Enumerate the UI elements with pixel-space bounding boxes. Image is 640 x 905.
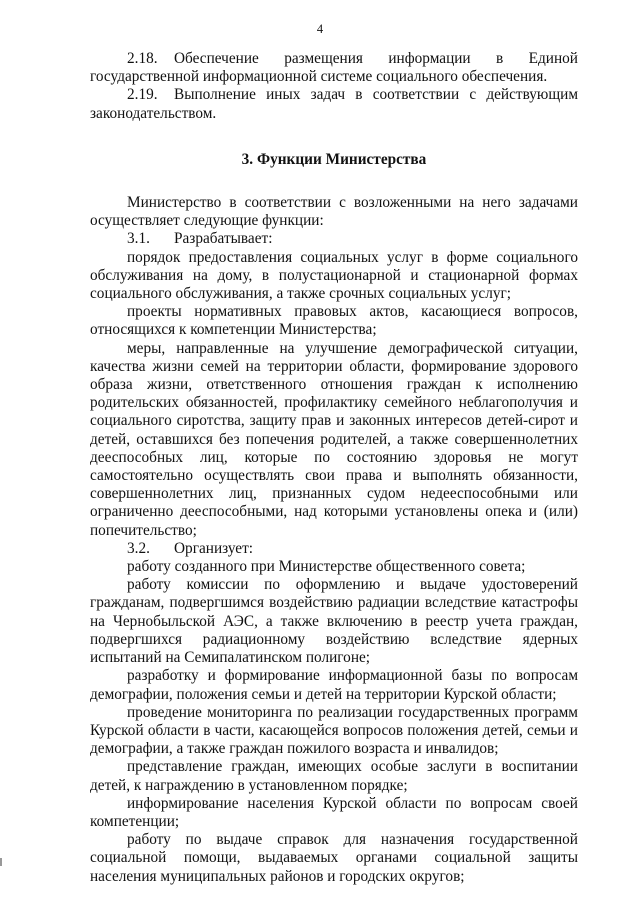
clause-number: 2.19.: [127, 86, 158, 104]
clause-text: Организует:: [174, 539, 254, 557]
clause-number: 3.1.: [127, 230, 150, 248]
list-item: проекты нормативных правовых актов, касающиеся вопросов, относящихся к компетенции Министерства;: [90, 303, 578, 339]
list-item: проведение мониторинга по реализации государственных программ Курской области в части, касающейся вопросов положения детей, семьи и демографии, а также граждан пожилого возраста и инвалидов;: [90, 703, 578, 758]
clause-number: 3.2.: [127, 539, 150, 557]
list-item: представление граждан, имеющих особые заслуги в воспитании детей, к награждению в установленном порядке;: [90, 758, 578, 794]
clause-text: Разрабатывает:: [174, 230, 273, 248]
clause-2-19: [90, 86, 578, 122]
list-item: порядок предоставления социальных услуг в форме социального обслуживания на дому, в полустационарной и стационарной формах социального обслуживания, а также срочных социальных услуг;: [90, 248, 578, 303]
intro-paragraph: Министерство в соответствии с возложенными на него задачами осуществляет следующие функции:: [90, 194, 578, 230]
clause-3-2: [90, 540, 578, 558]
clause-2-18: [90, 50, 578, 86]
clause-3-1: [90, 230, 578, 248]
clause-number: 2.18.: [127, 50, 158, 67]
list-item: работу по выдаче справок для назначения государственной социальной помощи, выдаваемых органами социальной защиты населения муниципальных районов и городских округов;: [90, 831, 578, 885]
page-number: 4: [316, 22, 324, 36]
document-body: [90, 50, 578, 886]
clause-text: Обеспечение размещения информации в Единой государственной информационной системе социального обеспечения.: [90, 50, 578, 86]
list-item: меры, направленные на улучшение демографической ситуации, качества жизни семей на территории области, формирование здорового образа жизни, ответственного отношения граждан к исполнению родительских обязанностей, профилактику семейного неблагополучия и социального сиротства, защиту прав и законных интересов детей-сирот и детей, оставшихся без попечения родителей, а также совершеннолетних дееспособных лиц, которые по состоянию здоровья не могут самостоятельно осуществлять свои права и выполнять обязанности, совершеннолетних лиц, признанных судом недееспособными или ограниченно дееспособными, над которыми установлены опека и (или) попечительство;: [90, 339, 578, 539]
list-item: работу комиссии по оформлению и выдаче удостоверений гражданам, подвергшимся воздействию радиации вследствие катастрофы на Чернобыльской АЭС, а также включению в реестр учета граждан, подвергшихся радиационному воздействию вследствие ядерных испытаний на Семипалатинском полигоне;: [90, 576, 578, 667]
clause-text: Выполнение иных задач в соответствии с действующим законодательством.: [90, 86, 578, 122]
list-item: разработку и формирование информационной базы по вопросам демографии, положения семьи и детей на территории Курской области;: [90, 667, 578, 703]
list-item: информирование населения Курской области по вопросам своей компетенции;: [90, 794, 578, 830]
list-item: работу созданного при Министерстве общественного совета;: [127, 558, 526, 576]
section-title: 3. Функции Министерства: [241, 150, 427, 168]
scan-edge-mark: [0, 858, 2, 866]
